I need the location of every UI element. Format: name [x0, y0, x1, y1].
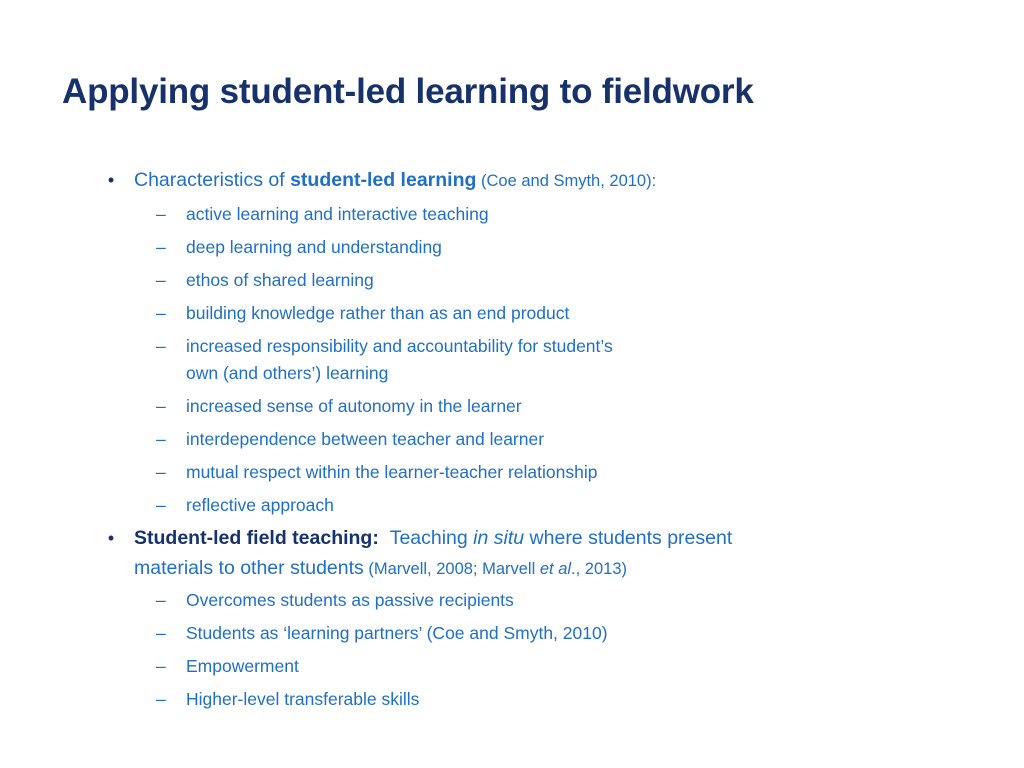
bullet-icon: •: [107, 528, 115, 548]
list-item-text: mutual respect within the learner-teacher relationship: [186, 462, 598, 482]
list-item-text: deep learning and understanding: [186, 237, 442, 257]
list-item-text: Students as ‘learning partners’ (Coe and Smyth, 2010): [186, 623, 608, 643]
list-item-text: increased sense of autonomy in the learner: [186, 396, 522, 416]
list-item: [104, 620, 884, 647]
list-item-text: active learning and interactive teaching: [186, 204, 489, 224]
heading-text-b: where students present: [524, 527, 733, 549]
citation-italic: et al: [539, 560, 572, 578]
list-item-text: Empowerment: [186, 656, 299, 676]
list-item-text: Higher-level transferable skills: [186, 689, 420, 709]
heading-intro: Characteristics of: [134, 169, 291, 191]
dash-icon: –: [156, 204, 166, 224]
heading-text-c: materials to other students: [134, 557, 364, 579]
heading-bold: Student-led field teaching:: [134, 527, 379, 549]
list-item: [104, 267, 884, 294]
citation-a: (Marvell, 2008; Marvell: [363, 560, 540, 578]
list-item: [104, 393, 884, 420]
heading-italic: in situ: [473, 527, 525, 549]
list-item-text: reflective approach: [186, 495, 334, 515]
slide-title: Applying student-led learning to fieldwork: [62, 72, 754, 111]
dash-icon: –: [156, 237, 166, 257]
dash-icon: –: [156, 623, 166, 643]
bullet-field-teaching: [104, 523, 884, 713]
list-item: [104, 492, 884, 519]
list-item: [104, 686, 884, 713]
list-item-continuation: [104, 360, 884, 387]
dash-icon: –: [156, 462, 166, 482]
list-item-text: ethos of shared learning: [186, 270, 374, 290]
heading-bold: student-led learning: [290, 169, 477, 191]
dash-icon: –: [156, 495, 166, 515]
list-item: [104, 459, 884, 486]
dash-icon: –: [156, 303, 166, 323]
dash-icon: –: [156, 656, 166, 676]
list-item: [104, 201, 884, 228]
list-item-text: own (and others’) learning: [186, 363, 389, 383]
list-item: [104, 653, 884, 680]
dash-icon: –: [156, 336, 166, 356]
bullet-characteristics-heading: [104, 165, 884, 196]
citation-b: ., 2013): [571, 560, 628, 578]
dash-icon: –: [156, 689, 166, 709]
list-item-text: building knowledge rather than as an end product: [186, 303, 570, 323]
list-item: [104, 333, 884, 360]
list-item: [104, 300, 884, 327]
list-item: [104, 587, 884, 614]
dash-icon: –: [156, 270, 166, 290]
bullet-characteristics: [104, 165, 884, 519]
bullet-icon: •: [107, 170, 115, 190]
bullet-field-teaching-heading: [104, 523, 884, 584]
list-item-text: Overcomes students as passive recipients: [186, 590, 514, 610]
list-item: [104, 234, 884, 261]
dash-icon: –: [156, 396, 166, 416]
list-item-text: increased responsibility and accountability for student’s: [186, 336, 613, 356]
list-item: [104, 426, 884, 453]
dash-icon: –: [156, 429, 166, 449]
heading-text-a: Teaching: [389, 527, 474, 549]
heading-citation: (Coe and Smyth, 2010):: [476, 172, 657, 190]
dash-icon: –: [156, 590, 166, 610]
list-item-text: interdependence between teacher and learner: [186, 429, 545, 449]
